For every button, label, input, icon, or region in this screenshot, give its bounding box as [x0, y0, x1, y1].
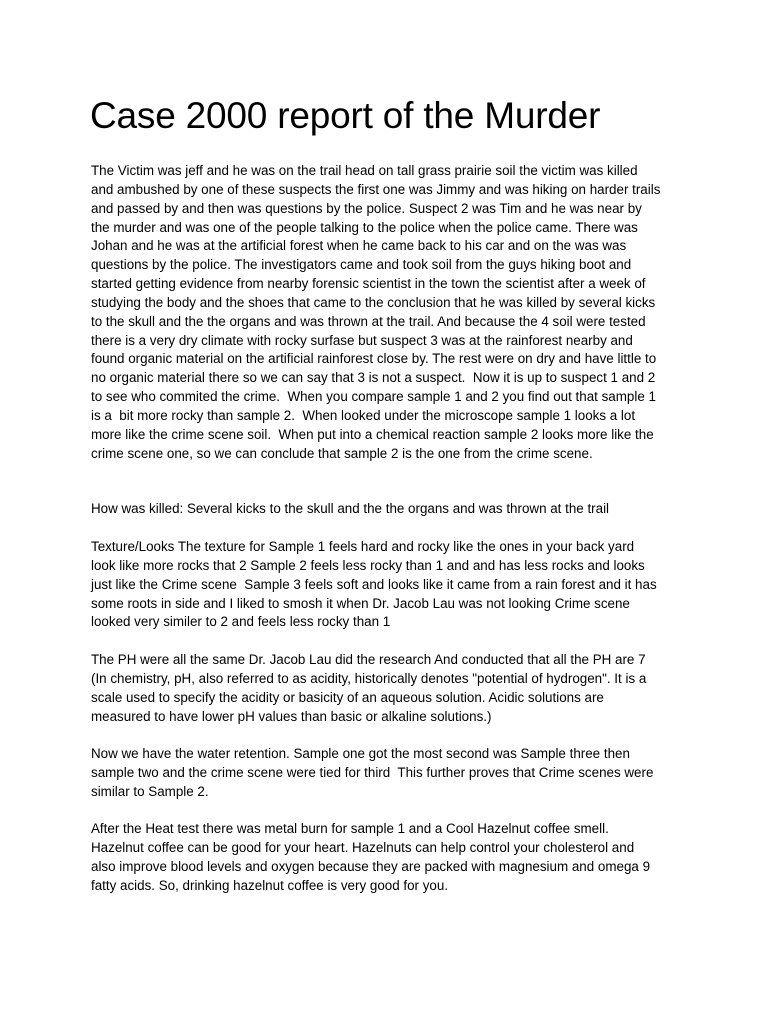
paragraph-water-retention	[91, 745, 653, 802]
text-line: also improve blood levels and oxygen because they are packed with magnesium and omega 9	[91, 858, 651, 874]
text-line: looked very similer to 2 and feels less rocky than 1	[91, 614, 391, 630]
text-line: How was killed: Several kicks to the skull and the the organs and was thrown at the trail	[91, 501, 610, 516]
text-line: Now we have the water retention. Sample one got the most second was Sample three then	[91, 746, 630, 761]
text-line: Hazelnut coffee can be good for your heart. Hazelnuts can help control your cholesterol and	[91, 839, 635, 855]
text-line: there is a very dry climate with rocky surfase but suspect 3 was at the rainforest nearby and	[91, 332, 633, 348]
paragraph-heat-test	[91, 820, 650, 895]
text-line: no organic material there so we can say that 3 is not a suspect. Now it is up to suspect 1 and 2	[91, 370, 656, 386]
text-line: to see who commited the crime. When you compare sample 1 and 2 you find out that sample 1	[91, 389, 656, 405]
text-line: (In chemistry, pH, also referred to as acidity, historically denotes "potential of hydrogen". It is a	[91, 670, 647, 686]
text-line: The Victim was jeff and he was on the trail head on tall grass prairie soil the victim was killed	[91, 163, 638, 178]
text-line: Johan and he was at the artificial forest when he came back to his car and on the was was	[91, 238, 627, 254]
text-line: Texture/Looks The texture for Sample 1 feels hard and rocky like the ones in your back yard	[91, 539, 635, 554]
text-line: started getting evidence from nearby forensic scientist in the town the scientist after a week of	[91, 276, 646, 292]
text-line: and passed by and then was questions by the police. Suspect 2 was Tim and he was near by	[91, 200, 642, 216]
text-line: After the Heat test there was metal burn for sample 1 and a Cool Hazelnut coffee smell.	[91, 821, 609, 836]
text-line: measured to have lower pH values than basic or alkaline solutions.)	[91, 708, 492, 724]
paragraph-texture-looks	[91, 538, 657, 632]
text-line: similar to Sample 2.	[91, 783, 209, 799]
text-line: look like more rocks that 2 Sample 2 feels less rocky than 1 and and has less rocks and looks	[91, 557, 645, 573]
paragraph-cause-of-death	[91, 500, 609, 519]
text-line: the murder and was one of the people talking to the police when the police came. There was	[91, 219, 638, 235]
text-line: just like the Crime scene Sample 3 feels soft and looks like it came from a rain forest and it has	[91, 576, 657, 592]
text-line: The PH were all the same Dr. Jacob Lau did the research And conducted that all the PH are 7	[91, 652, 646, 667]
text-line: scale used to specify the acidity or basicity of an aqueous solution. Acidic solutions are	[91, 689, 604, 705]
text-line: is a bit more rocky than sample 2. When looked under the microscope sample 1 looks a lot	[91, 407, 636, 423]
text-line: studying the body and the shoes that came to the conclusion that he was killed by several kicks	[91, 294, 656, 310]
paragraph-ph	[91, 651, 646, 726]
text-line: to the skull and the the organs and was thrown at the trail. And because the 4 soil were tested	[91, 313, 646, 329]
text-line: and ambushed by one of these suspects the first one was Jimmy and was hiking on harder trails	[91, 181, 661, 197]
paragraph-case-summary	[91, 162, 660, 464]
text-line: fatty acids. So, drinking hazelnut coffee is very good for you.	[91, 877, 449, 893]
text-line: questions by the police. The investigators came and took soil from the guys hiking boot and	[91, 257, 632, 273]
document-title: Case 2000 report of the Murder	[90, 95, 601, 136]
text-line: crime scene one, so we can conclude that sample 2 is the one from the crime scene.	[91, 445, 593, 461]
text-line: some roots in side and I liked to smosh it when Dr. Jacob Lau was not looking Crime scene	[91, 595, 630, 611]
text-line: more like the crime scene soil. When put into a chemical reaction sample 2 looks more like the	[91, 426, 654, 442]
text-line: sample two and the crime scene were tied for third This further proves that Crime scenes were	[91, 764, 654, 780]
text-line: found organic material on the artificial rainforest close by. The rest were on dry and have little to	[91, 351, 657, 367]
